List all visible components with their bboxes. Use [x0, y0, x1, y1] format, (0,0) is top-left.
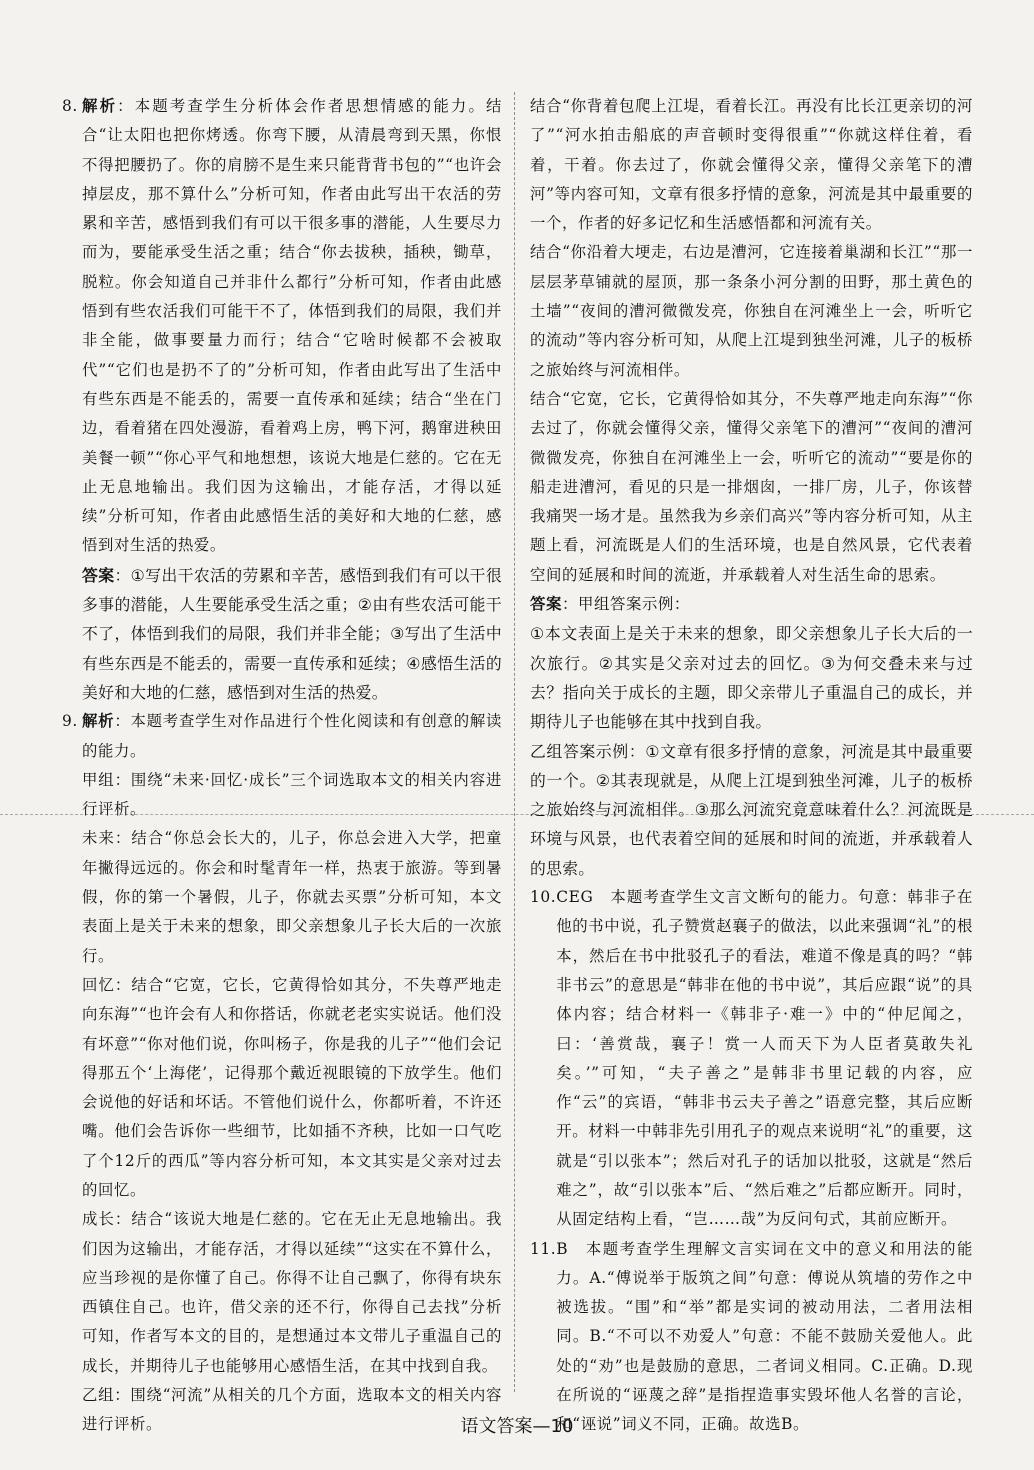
- river-paragraph-2: 结合“你沿着大埂走，右边是漕河，它连接着巢湖和长江”“那一层层茅草铺就的屋顶，那一条条小河分割的田野，那土黄色的土墙”“夜间的漕河微微发亮，你独自在河滩坐上一会，听听它的流动”等内容分析可知，从爬上江堤到独坐河滩，儿子的板桥之旅始终与河流相伴。: [530, 243, 973, 379]
- question-number: 11.: [530, 1239, 557, 1258]
- analysis-paragraph: [82, 92, 502, 561]
- question-10: [530, 883, 973, 1235]
- question-11: [530, 1235, 973, 1440]
- question-text: B 本题考查学生理解文言实词在文中的意义和用法的能力。A.“傅说举于版筑之间”句意：傅说从筑墙的劳作之中被选拔。“围”和“举”都是实词的被动用法，二者用法相同。B.“不可以不劝爱人”句意：不能不鼓励关爱他人。此处的“劝”也是鼓励的意思，二者词义相同。C.正确。D.现在所说的“诬蔑之辞”是指捏造事实毁坏他人名誉的言论，和“诬说”词义不同，正确。故选B。: [556, 1239, 973, 1434]
- answer-heading: [530, 590, 973, 619]
- left-column: [62, 92, 502, 1440]
- analysis-label: 解析: [82, 712, 115, 731]
- river-paragraph-3: 结合“它宽，它长，它黄得恰如其分，不失尊严地走向东海”“你去过了，你就会懂得父亲，懂得父亲笔下的漕河”“夜间的漕河微微发亮，你独自在河滩坐上一会，听听它的流动”“要是你的船走进漕河，看见的只是一排烟囱，一排厂房，儿子，你该替我痛哭一场才是。虽然我为乡亲们高兴”等内容分析可知，从主题上看，河流既是人们的生活环境，也是自然风景，它代表着空间的延展和时间的流逝，并承载着人对生活生命的思索。: [530, 389, 973, 584]
- memory-paragraph: 回忆：结合“它宽，它长，它黄得恰如其分，不失尊严地走向东海”“也许会有人和你搭话，你就老老实实说话。他们没有坏意”“你对他们说，你叫杨子，你是我的儿子”“他们会记得那五个‘上海佬’，记得那个戴近视眼镜的下放学生。他们会说他的好话和坏话。不管他们说什么，你都听着，不许还嘴。他们会告诉你一些细节，比如插不齐秧，比如一口气吃了个12斤的西瓜”等内容分析可知，本文其实是父亲对过去的回忆。: [82, 975, 502, 1199]
- growth-paragraph: 成长：结合“该说大地是仁慈的。它在无止无息地输出。我们因为这输出，才能存活，才得以延续”“这实在不算什么，应当珍视的是你懂了自己。你得不让自己飘了，你得有块东西镇住自己。也许，借父亲的还不行，你得自己去找”分析可知，作者写本文的目的，是想通过本文带儿子重温自己的成长，并期待儿子也能够用心感悟生活，在其中找到自我。: [82, 1210, 502, 1375]
- answer-heading-text: ：甲组答案示例：: [561, 595, 690, 614]
- right-column: [530, 92, 973, 1440]
- question-8: [62, 92, 502, 707]
- group-yi-intro: 乙组：围绕“河流”从相关的几个方面，选取本文的相关内容进行评析。: [82, 1386, 502, 1434]
- question-number: 8.: [62, 97, 78, 115]
- answer-paragraph: [82, 561, 502, 707]
- analysis-text: ：本题考查学生对作品进行个性化阅读和有创意的解读的能力。: [82, 712, 502, 760]
- answer-label: 答案: [82, 565, 115, 585]
- answer-label: 答案: [530, 595, 562, 614]
- question-text: CEG 本题考查学生文言文断句的能力。句意：韩非子在他的书中说，孔子赞赏赵襄子的做法，以此来强调“礼”的根本，然后在书中批驳孔子的看法，难道不像是真的吗？“韩非书云”的意思是“韩非在他的书中说”，其后应跟“说”的具体内容；结合材料一《韩非子·难一》中的“仲尼闻之，曰：‘善赏哉，襄子！赏一人而天下为人臣者莫敢失礼矣。’”可知，“夫子善之”是韩非书里记载的内容，应作“云”的宾语，“韩非书云夫子善之”语意完整，其后应断开。材料一中韩非先引用孔子的观点来说明“礼”的重要，这就是“引以张本”；然后对孔子的话加以批驳，这就是“然后难之”，故“引以张本”后、“然后难之”后都应断开。同时，从固定结构上看，“岂……哉”为反问句式，其前应断开。: [556, 888, 973, 1229]
- river-paragraph-1: 结合“你背着包爬上江堤，看着长江。再没有比长江更亲切的河了”“河水拍击船底的声音顿时变得很重”“你就这样住着，看着，干着。你去过了，你就会懂得父亲，懂得父亲笔下的漕河”等内容可知，文章有很多抒情的意象，河流是其中最重要的一个，作者的好多记忆和生活感悟都和河流有关。: [530, 97, 973, 233]
- question-number: 10.: [530, 888, 557, 907]
- page-footer: 语文答案—10: [460, 1416, 574, 1437]
- answer-yi: 乙组答案示例：①文章有很多抒情的意象，河流是其中最重要的一个。②其表现就是，从爬上江堤到独坐河滩，儿子的板桥之旅始终与河流相伴。③那么河流究竟意味着什么？河流既是环境与风景，也代表着空间的延展和时间的流逝，并承载着人的思索。: [530, 741, 973, 878]
- answer-text: ：①写出干农活的劳累和辛苦，感悟到我们有可以干很多事的潜能，人生要能承受生活之重；②由有些农活可能干不了，体悟到我们的局限，我们并非全能；③写出了生活中有些东西是不能丢的，需要一直传承和延续；④感悟生活的美好和大地的仁慈，感悟到对生活的热爱。: [82, 565, 502, 702]
- question-9: [62, 707, 502, 1439]
- answer-jia: ①本文表面上是关于未来的想象，即父亲想象儿子长大后的一次旅行。②其实是父亲对过去的回忆。③为何交叠未来与过去？指向关于成长的主题，即父亲带儿子重温自己的成长，并期待儿子也能够在其中找到自我。: [530, 624, 973, 732]
- analysis-paragraph: [82, 707, 502, 766]
- future-paragraph: 未来：结合“你总会长大的，儿子，你总会进入大学，把童年撇得远远的。你会和时髦青年一样，热衷于旅游。等到暑假，你的第一个暑假，儿子，你就去买票”分析可知，本文表面上是关于未来的想象，即父亲想象儿子长大后的一次旅行。: [82, 829, 502, 965]
- column-divider: [514, 92, 515, 1392]
- group-jia-intro: 甲组：围绕“未来·回忆·成长”三个词选取本文的相关内容进行评析。: [82, 770, 502, 819]
- analysis-text: ：本题考查学生分析体会作者思想情感的能力。结合“让太阳也把你烤透。你弯下腰，从清晨弯到天黑，你恨不得把腰扔了。你的肩膀不是生来只能背背书包的”“也许会掉层皮，那不算什么”分析可知，作者由此写出干农活的劳累和辛苦，感悟到我们有可以干很多事的潜能，人生要尽力而为，要能承受生活之重；结合“你去拔秧，插秧，锄草，脱粒。你会知道自己并非什么都行”分析可知，作者由此感悟到有些农活我们可能干不了，体悟到我们的局限，我们并非全能，做事要量力而行；结合“它啥时候都不会被取代”“它们也是扔不了的”分析可知，作者由此写出了生活中有些东西是不能丢的，需要一直传承和延续；结合“坐在门边，看着猪在四处漫游，看着鸡上房，鸭下河，鹅窜进秧田美餐一顿”“你心平气和地想想，该说大地是仁慈的。它在无止无息地输出。我们因为这输出，才能存活，才得以延续”分析可知，作者由此感悟生活的美好和大地的仁慈，感悟到对生活的热爱。: [82, 97, 503, 555]
- question-number: 9.: [62, 712, 78, 731]
- analysis-label: 解析: [82, 97, 118, 115]
